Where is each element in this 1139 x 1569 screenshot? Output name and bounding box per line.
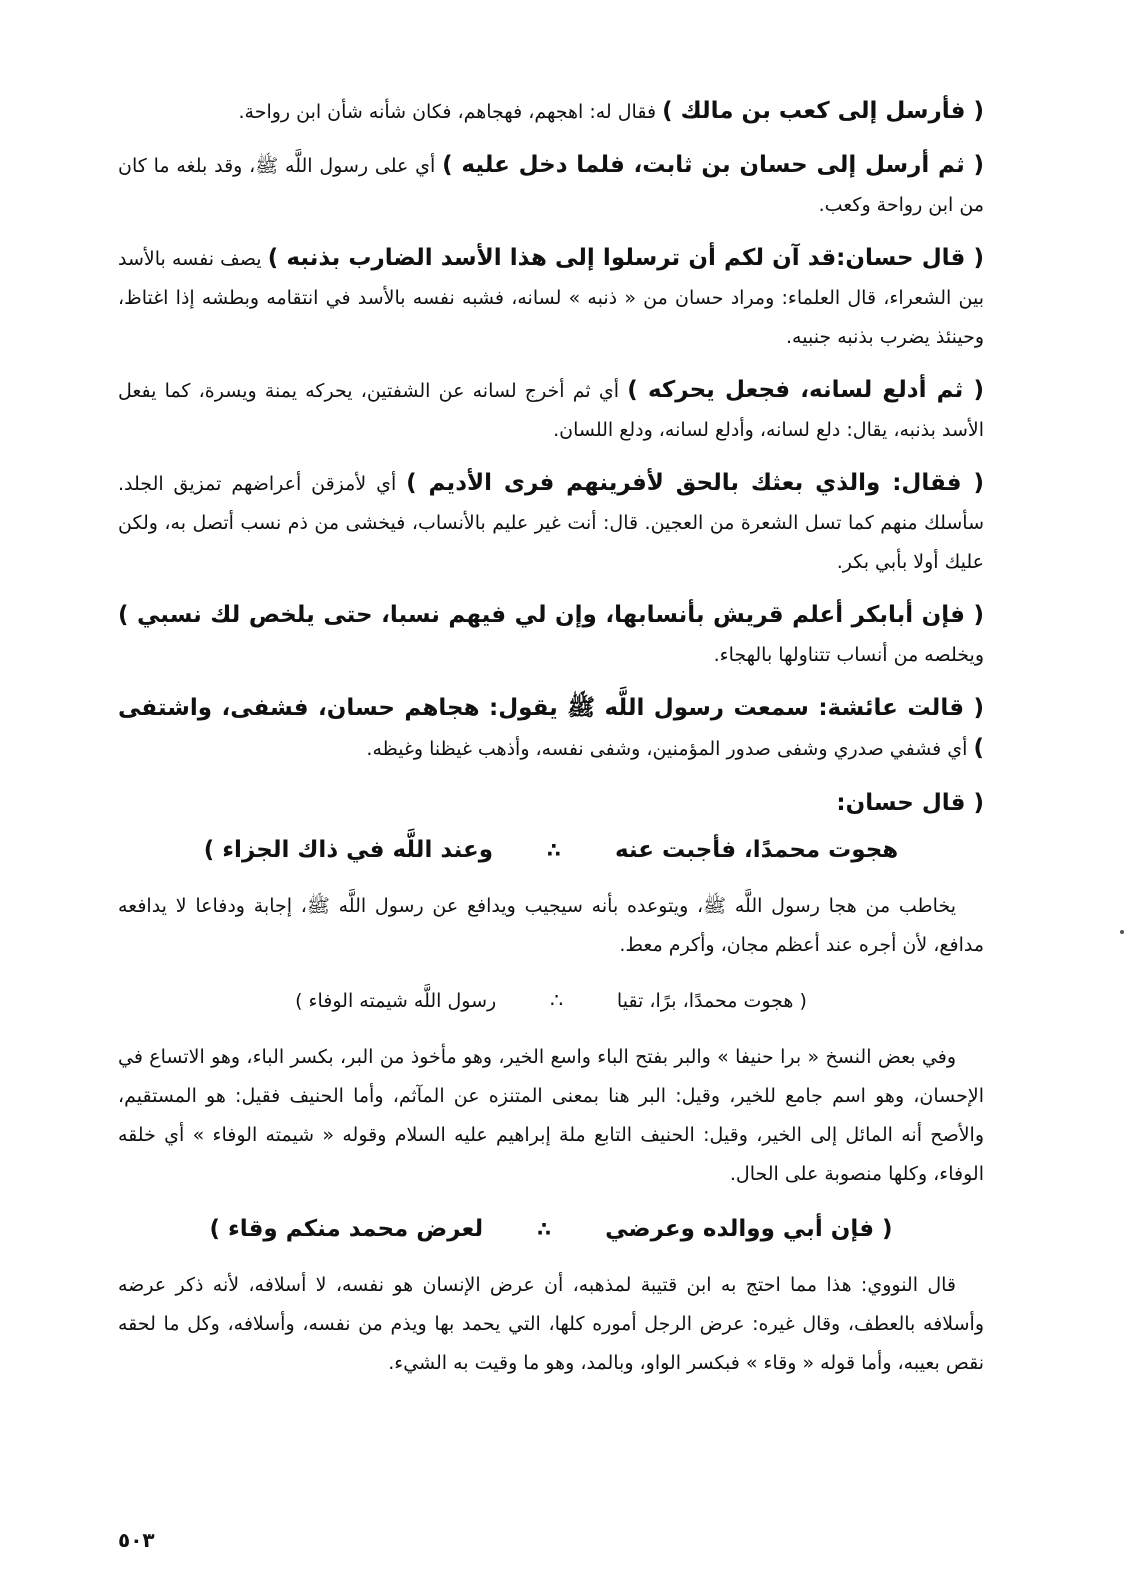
paragraph-7-text: أي فشفي صدري وشفى صدور المؤمنين، وشفى نفسه، وأذهب غيظنا وغيظه. [366, 738, 974, 760]
paragraph-verse-2-commentary: وفي بعض النسخ « برا حنيفا » والبر بفتح الباء واسع الخير، وهو مأخوذ من البر، بكسر الباء، وهو الاتساع في الإحسان، وهو اسم جامع للخير، وقيل: البر هنا بمعنى المتنزه عن المآثم، وأما الحنيف فقيل: هو المستقيم، والأصح أنه المائل إلى الخير، وقيل: الحنيف التابع ملة إبراهيم عليه السلام وقوله « شيمته الوفاء » أي خلقه الوفاء، وكلها منصوبة على الحال. [118, 1046, 984, 1185]
verse-2-first-hemistich: ( هجوت محمدًا، برًا، تقيا [616, 990, 807, 1012]
paragraph-6-lead: ( فإن أبابكر أعلم قريش بأنسابها، وإن لي فيهم نسبا، حتى يلخص لك نسبي ) [118, 602, 984, 628]
verse-2-separator: ∴ [550, 988, 563, 1012]
paragraph-7-lead: ( قالت عائشة: سمعت رسول اللَّه ﷺ يقول: هجاهم حسان، فشفى، واشتفى ) [118, 695, 984, 761]
paragraph-6-text: ويخلصه من أنساب تتناولها بالهجاء. [713, 644, 984, 666]
book-page [118, 92, 984, 1492]
paragraph-3-lead: ( قال حسان:قد آن لكم أن ترسلوا إلى هذا الأسد الضارب بذنبه ) [267, 245, 984, 271]
verse-3-first-hemistich: ( فإن أبي ووالده وعرضي [605, 1216, 893, 1242]
paragraph-1 [118, 92, 984, 132]
scan-speck [1120, 930, 1124, 934]
paragraph-5-text: أي لأمزقن أعراضهم تمزيق الجلد. سأسلك منهم كما تسل الشعرة من العجين. قال: أنت غير عليم بالأنساب، فيخشى من ذم نسب أتصل به، ولكن عليك أولا بأبي بكر. [118, 473, 984, 573]
paragraph-1-lead: ( فأرسل إلى كعب بن مالك ) [662, 98, 984, 124]
verse-3-separator: ∴ [537, 1217, 552, 1241]
paragraph-2 [118, 146, 984, 225]
paragraph-4-lead: ( ثم أدلع لسانه، فجعل يحركه ) [627, 377, 984, 403]
paragraph-5 [118, 464, 984, 582]
verse-1 [118, 829, 984, 871]
page-number: ٥٠٣ [118, 1528, 155, 1552]
paragraph-4 [118, 371, 984, 450]
verse-1-first-hemistich: هجوت محمدًا، فأجبت عنه [614, 837, 899, 863]
verse-1-separator: ∴ [547, 838, 561, 862]
paragraph-7 [118, 689, 984, 769]
verse-3-second-hemistich: لعرض محمد منكم وقاء ) [209, 1216, 484, 1242]
paragraph-5-lead: ( فقال: والذي بعثك بالحق لأفرينهم فرى الأديم ) [406, 470, 984, 496]
section-heading: ( قال حسان: [836, 790, 984, 816]
verse-2-second-hemistich: رسول اللَّه شيمته الوفاء ) [295, 990, 497, 1012]
verse-3 [118, 1208, 984, 1250]
paragraph-3 [118, 239, 984, 357]
paragraph-verse-1-commentary: يخاطب من هجا رسول اللَّه ﷺ، ويتوعده بأنه سيجيب ويدافع عن رسول اللَّه ﷺ، إجابة ودفاعا لا يدافعه مدافع، لأن أجره عند أعظم مجان، وأكرم معط. [118, 895, 984, 956]
paragraph-3-text: يصف نفسه بالأسد بين الشعراء، قال العلماء: ومراد حسان من « ذنبه » لسانه، فشبه نفسه بالأسد في انتقامه وبطشه إذا اغتاظ، وحينئذ يضرب بذنبه جنبيه. [118, 248, 984, 348]
verse-1-second-hemistich: وعند اللَّه في ذاك الجزاء ) [203, 837, 494, 863]
verse-2 [118, 979, 984, 1022]
paragraph-6 [118, 596, 984, 675]
paragraph-2-lead: ( ثم أرسل إلى حسان بن ثابت، فلما دخل عليه ) [442, 152, 984, 178]
paragraph-1-text: فقال له: اهجهم، فهجاهم، فكان شأنه شأن ابن رواحة. [238, 101, 663, 123]
paragraph-2-text: أي على رسول اللَّه ﷺ، وقد بلغه ما كان من ابن رواحة وكعب. [118, 155, 984, 216]
paragraph-final: قال النووي: هذا مما احتج به ابن قتيبة لمذهبه، أن عرض الإنسان هو نفسه، لا أسلافه، لأنه ذكر عرضه وأسلافه بالعطف، وقال غيره: عرض الرجل أموره كلها، التي يحمد بها ويذم من نفسه، وأسلافه، وكل ما لحقه نقص بعيبه، وأما قوله « وقاء » فبكسر الواو، وبالمد، وهو ما وقيت به الشيء. [118, 1274, 984, 1374]
paragraph-4-text: أي ثم أخرج لسانه عن الشفتين، يحركه يمنة ويسرة، كما يفعل الأسد بذنبه، يقال: دلع لسانه، وأدلع لسانه، ودلع اللسان. [118, 380, 984, 441]
